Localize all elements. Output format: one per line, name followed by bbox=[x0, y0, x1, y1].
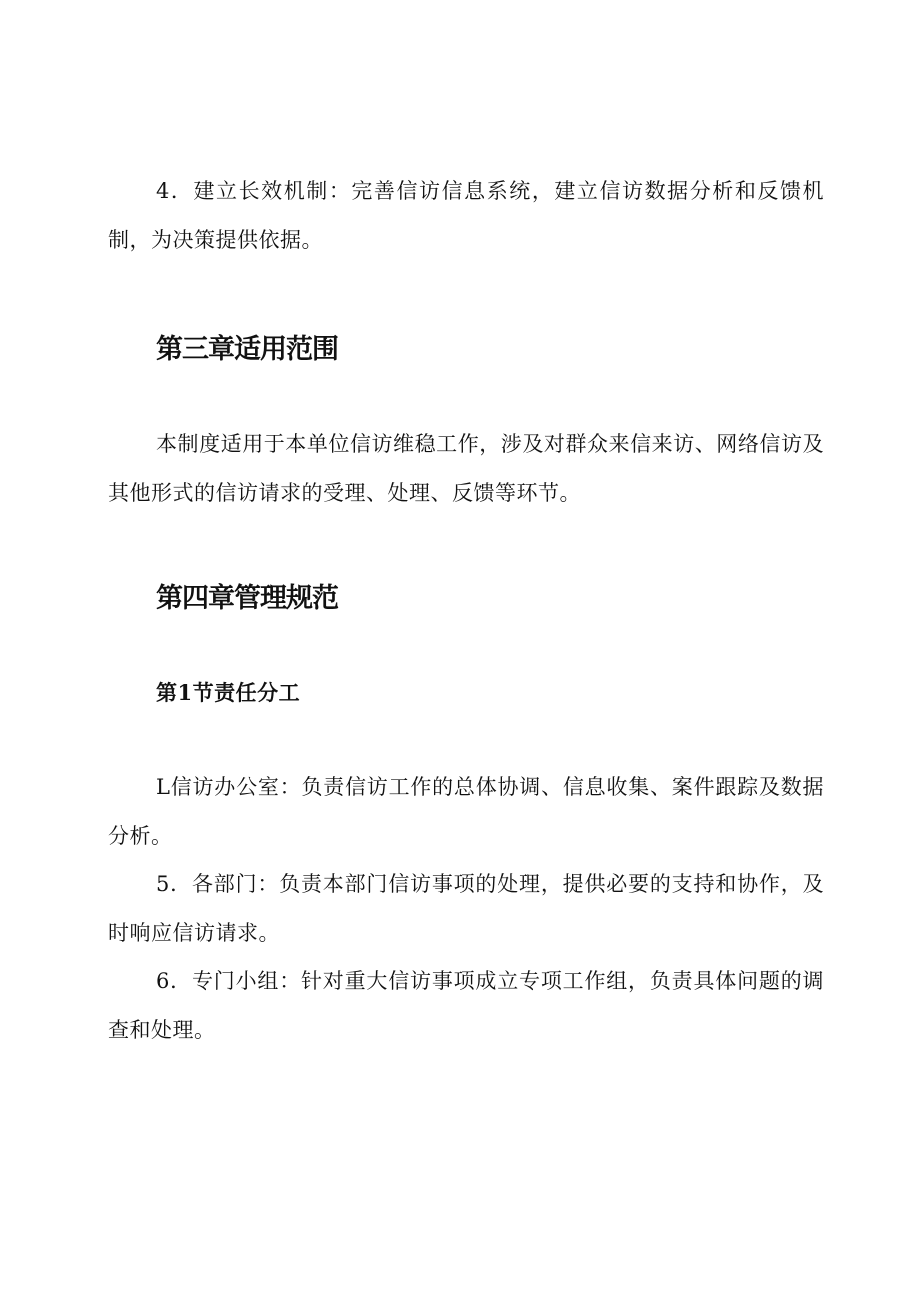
paragraph-scope: 本制度适用于本单位信访维稳工作，涉及对群众来信来访、网络信访及其他形式的信访请求的受理、处理、反馈等环节。 bbox=[108, 432, 824, 505]
chapter-4-title: 第四章管理规范 bbox=[156, 583, 338, 614]
paragraph-mechanism: 4．建立长效机制：完善信访信息系统，建立信访数据分析和反馈机制，为决策提供依据。 bbox=[108, 179, 824, 252]
chapter-3-title: 第三章适用范围 bbox=[156, 334, 338, 365]
paragraph-petition-office: L信访办公室：负责信访工作的总体协调、信息收集、案件跟踪及数据分析。 bbox=[108, 775, 824, 848]
section-1-title: 第1节责任分工 bbox=[156, 680, 301, 705]
paragraph-departments: 5．各部门：负责本部门信访事项的处理，提供必要的支持和协作，及时响应信访请求。 bbox=[108, 872, 824, 945]
paragraph-special-group: 6．专门小组：针对重大信访事项成立专项工作组，负责具体问题的调查和处理。 bbox=[108, 969, 824, 1042]
